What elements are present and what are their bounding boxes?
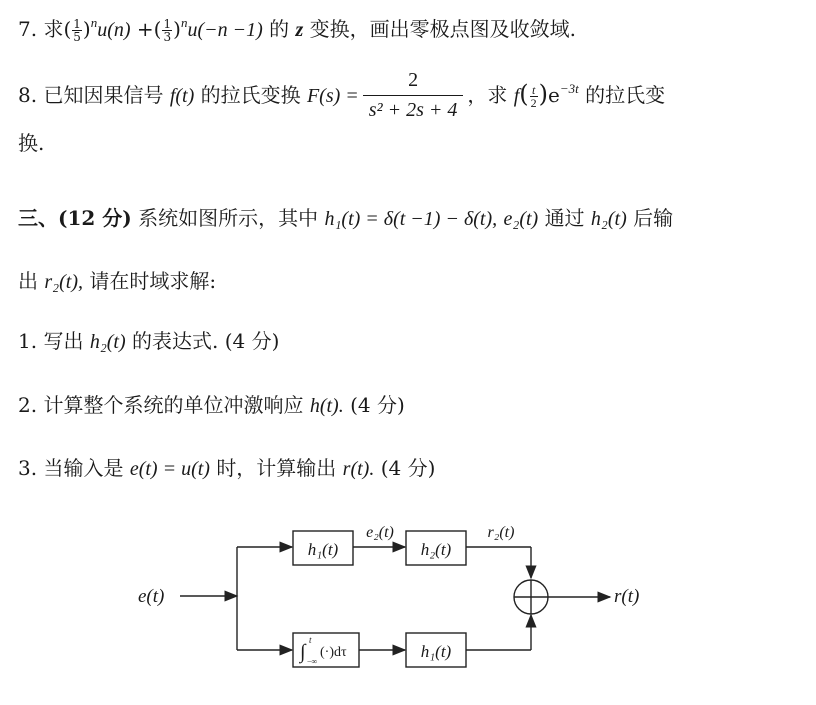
section-3-score: (12 分) — [58, 206, 132, 230]
section-3-label: 三、 — [18, 206, 58, 230]
integral-upper-limit: t — [309, 635, 312, 645]
q8-number: 8. — [18, 83, 38, 107]
section-3-heading: 三、(12 分) 系统如图所示，其中 h₁(t) = δ(t −1) − δ(t), e₂(t) 通过 h₂(t) 后输 — [18, 206, 674, 230]
subquestion-1: 1. 写出 h₂(t) 的表达式. (4 分) — [18, 329, 280, 353]
integral-body: (·)dτ — [320, 645, 347, 660]
q8-half: $\frac{t}{2}$ — [530, 83, 537, 110]
summing-junction — [514, 580, 548, 614]
block-h2-label: h₂(t) — [420, 540, 452, 559]
block-h1-bottom-label: h₁(t) — [420, 642, 452, 661]
subquestion-1-points: (4 分) — [224, 329, 280, 353]
q7-number: 7. — [18, 17, 38, 41]
q8-F: F(s) = — [306, 85, 359, 107]
output-label: r(t) — [614, 586, 640, 607]
q7-term-2: u(−n −1) — [187, 19, 263, 41]
q7-term-1: u(n) — [97, 19, 131, 41]
question-7: 7. 求( $\frac{1}{5}$ )$^n$u(n) +( $\frac{1}{3}$ )$^n$u(−n −1) 的 z 变换，画出零极点图及收敛域. — [18, 15, 576, 44]
block-h1-top-label: h₁(t) — [307, 540, 339, 559]
integral-sign: ∫ — [300, 641, 306, 663]
input-label: e(t) — [138, 586, 165, 607]
subquestion-3: 3. 当输入是 e(t) = u(t) 时，计算输出 r(t). (4 分) — [18, 456, 436, 480]
e2-label: e₂(t) — [366, 524, 394, 541]
q7-z: z — [295, 19, 304, 41]
question-8: 8. 已知因果信号 f(t) 的拉氏变换 F(s) = $\frac{2}{\text{s² + 2s + 4}}$ ，求 f( $\frac{t}{2}$ )$e^{-3t}$ 的拉氏变 — [18, 69, 666, 121]
q7-fraction-1: $\frac{1}{5}$ — [73, 17, 81, 44]
h1-definition: h₁(t) = δ(t −1) − δ(t), — [324, 208, 498, 230]
integral-lower-limit: −∞ — [307, 657, 318, 666]
subquestion-3-points: (4 分) — [380, 456, 436, 480]
q7-fraction-2: $\frac{1}{3}$ — [163, 17, 172, 44]
section-3-heading-continuation: 出 r₂(t), 请在时域求解: — [18, 269, 217, 293]
q8-exponent: −3t — [559, 81, 579, 96]
r2-label: r₂(t) — [487, 524, 515, 541]
q8-transfer-fraction: $\frac{2}{\text{s² + 2s + 4}}$ — [363, 67, 464, 122]
question-8-continuation: 换. — [18, 131, 45, 155]
q8-f: f(t) — [169, 85, 195, 107]
q7-text: 求 — [43, 17, 64, 41]
subquestion-2: 2. 计算整个系统的单位冲激响应 h(t). (4 分) — [18, 393, 405, 417]
subquestion-2-points: (4 分) — [350, 393, 405, 417]
